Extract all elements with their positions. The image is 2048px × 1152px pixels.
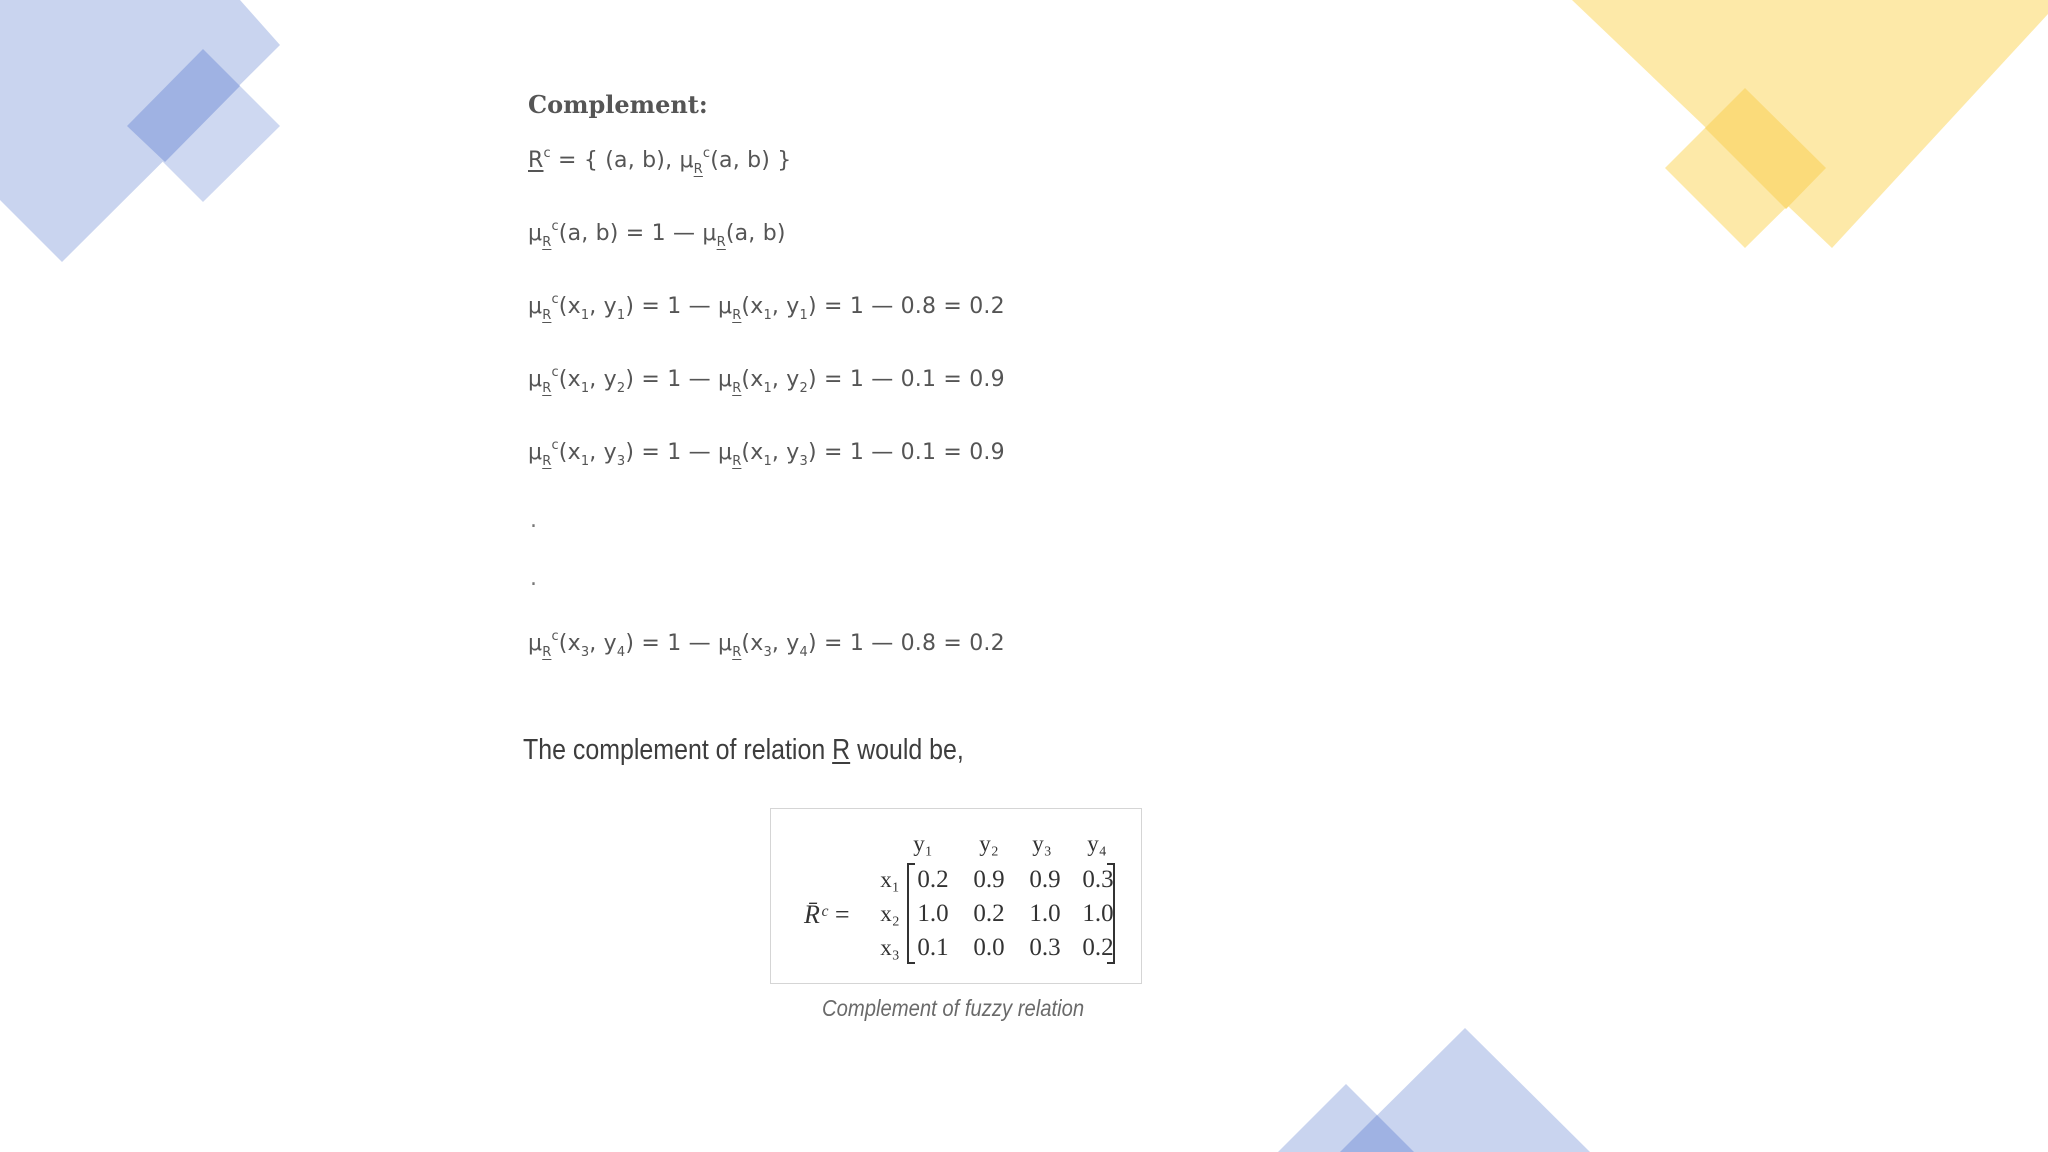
equation-row: $\mu_R^c(x_1$, $y_2) = 1$ — $\mu_R(x_1$, $y_2) = 1$ — 0.1 = 0.9 — [528, 365, 1005, 396]
blue-triangle-bottom-left — [1278, 1084, 1414, 1152]
column-header: y₁ — [913, 831, 933, 856]
equation-row: $\mu_R^c(x_1$, $y_3) = 1$ — $\mu_R(x_1$, $y_3) = 1$ — 0.1 = 0.9 — [528, 438, 1005, 469]
matrix-cell: 0.0 — [973, 934, 1005, 961]
row-header: x₁ — [880, 867, 900, 892]
ellipsis-dot: . — [530, 508, 537, 533]
column-header: y₂ — [979, 831, 999, 856]
relation-symbol: R — [832, 734, 851, 766]
ellipsis-dot: . — [530, 566, 537, 591]
matrix-left-bracket — [908, 864, 915, 963]
yellow-diamond-right-small — [1665, 88, 1826, 248]
matrix-cell: 0.9 — [1029, 866, 1061, 893]
matrix-cell: 0.3 — [1029, 934, 1061, 961]
relation-symbol: R — [528, 148, 544, 173]
row-header: x₂ — [880, 901, 900, 926]
equation-row: $\mu_R^c(x_3$, $y_4) = 1$ — $\mu_R(x_3$, $y_4) = 1$ — 0.8 = 0.2 — [528, 629, 1005, 660]
blue-triangle-bottom-right — [1340, 1028, 1590, 1152]
complement-matrix-figure — [770, 808, 1142, 984]
matrix-cell: 1.0 — [1082, 900, 1114, 927]
matrix-cell: 1.0 — [917, 900, 949, 927]
matrix-cell: 0.3 — [1082, 866, 1114, 893]
matrix-cell: 0.2 — [1082, 934, 1114, 961]
equation-row: $\mu_R^c(x_1$, $y_1) = 1$ — $\mu_R(x_1$, $y_1) = 1$ — 0.8 = 0.2 — [528, 292, 1005, 323]
row-header: x₃ — [880, 935, 900, 960]
complement-matrix — [771, 809, 1143, 985]
yellow-diamond-overlap — [1705, 88, 1826, 209]
matrix-cell: 0.1 — [917, 934, 949, 961]
column-header: y₄ — [1087, 831, 1107, 856]
blue-diamond-top-left — [0, 0, 280, 262]
blue-diamond-top-left-small — [127, 49, 280, 202]
blue-triangle-overlap — [1340, 1115, 1414, 1152]
column-header: y₃ — [1032, 831, 1052, 856]
matrix-cell: 0.2 — [973, 900, 1005, 927]
matrix-cell: 1.0 — [1029, 900, 1061, 927]
blue-diamond-overlap — [127, 49, 240, 162]
matrix-cell: 0.2 — [917, 866, 949, 893]
complement-membership-formula: $\mu_R^c(a$, b) = 1 — $\mu_R(a$, b) — [528, 219, 786, 250]
complement-sentence: The complement of relation R would be, — [523, 734, 964, 766]
figure-caption: Complement of fuzzy relation — [822, 995, 1085, 1021]
matrix-cell: 0.9 — [973, 866, 1005, 893]
complement-heading: Complement: — [528, 90, 708, 119]
complement-set-definition: $R^c$ = { (a, b), $\mu_R^c(a$, b) } — [528, 146, 792, 177]
yellow-diamond-top-right — [1572, 0, 2048, 248]
matrix-label: R̄ᶜ = — [804, 900, 851, 929]
